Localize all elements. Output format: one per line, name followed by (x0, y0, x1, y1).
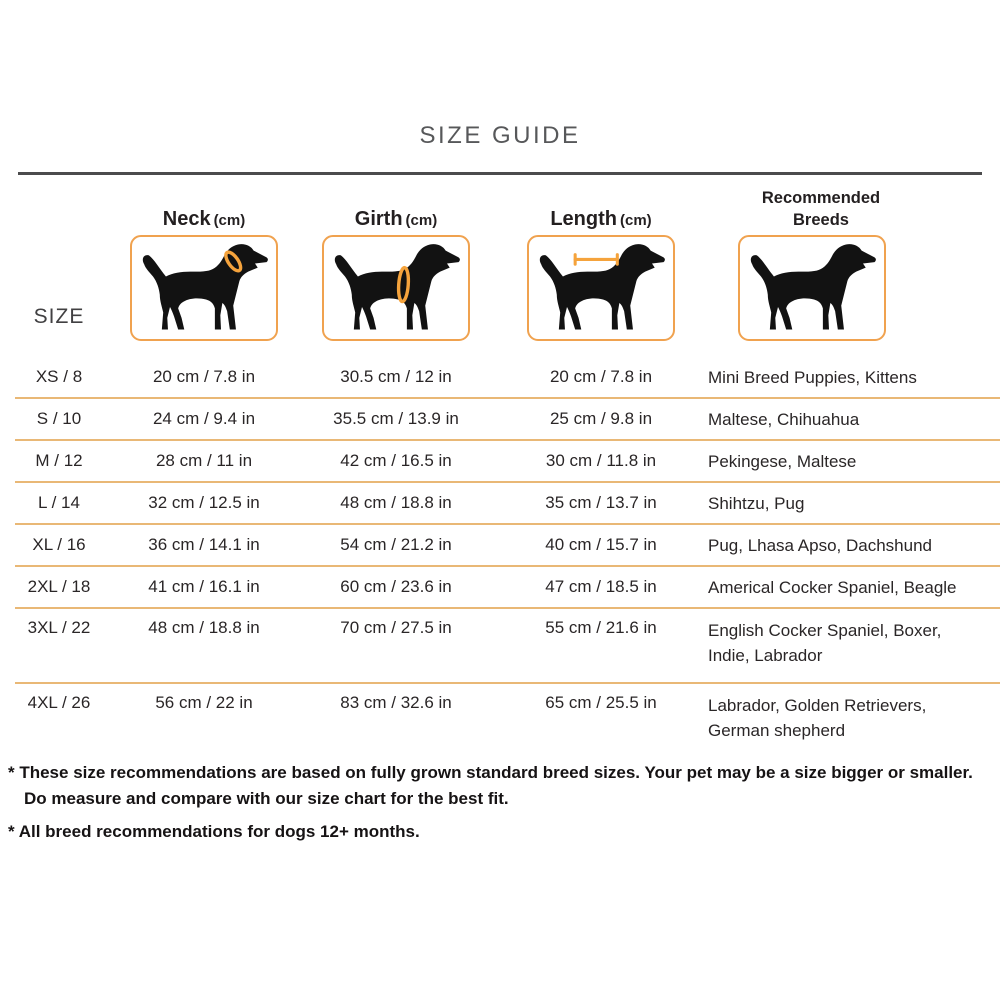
breeds-cell: Shihtzu, Pug (708, 493, 805, 513)
dog-silhouette-icon (136, 241, 272, 335)
length-measure-marker (575, 255, 617, 265)
table-row-3xl (0, 609, 1000, 682)
dog-length-arrow-diagram (527, 235, 675, 341)
girth-header-unit: (cm) (405, 212, 438, 229)
size-cell: S / 10 (36, 409, 82, 428)
girth-cell: 83 cm / 32.6 in (340, 693, 452, 712)
girth-cell: 42 cm / 16.5 in (340, 451, 452, 470)
neck-cell: 48 cm / 18.8 in (148, 618, 260, 637)
breeds-cell: Pekingese, Maltese (708, 451, 857, 471)
table-row-xl (0, 525, 1000, 565)
size-cell: XS / 8 (35, 367, 83, 386)
length-cell: 47 cm / 18.5 in (545, 577, 657, 596)
girth-cell: 35.5 cm / 13.9 in (333, 409, 459, 428)
breeds-cell: English Cocker Spaniel, Boxer, Indie, Labrador (708, 621, 942, 665)
girth-cell: 54 cm / 21.2 in (340, 535, 452, 554)
column-header-girth (290, 208, 502, 231)
size-cell: 4XL / 26 (27, 693, 91, 712)
neck-cell: 56 cm / 22 in (155, 693, 253, 712)
breeds-cell: Labrador, Golden Retrievers, German shepherd (708, 696, 927, 740)
dog-plain-diagram (738, 235, 886, 341)
girth-cell: 48 cm / 18.8 in (340, 493, 452, 512)
size-cell: XL / 16 (32, 535, 86, 554)
dog-silhouette-icon (533, 241, 669, 335)
neck-cell: 41 cm / 16.1 in (148, 577, 260, 596)
length-cell: 25 cm / 9.8 in (549, 409, 653, 428)
girth-diagram-cell (290, 235, 502, 341)
girth-cell: 30.5 cm / 12 in (340, 367, 452, 386)
length-header-label: Length (550, 208, 617, 230)
neck-header-label: Neck (162, 208, 211, 230)
breeds-cell: Maltese, Chihuahua (708, 409, 860, 429)
table-row-xs (0, 357, 1000, 397)
neck-cell: 24 cm / 9.4 in (152, 409, 256, 428)
size-cell: 2XL / 18 (27, 577, 91, 596)
diagram-row (0, 235, 1000, 341)
girth-cell: 70 cm / 27.5 in (340, 618, 452, 637)
length-cell: 20 cm / 7.8 in (549, 367, 653, 386)
breeds-cell: Americal Cocker Spaniel, Beagle (708, 577, 957, 597)
dog-silhouette-icon (744, 241, 880, 335)
girth-cell: 60 cm / 23.6 in (340, 577, 452, 596)
footnotes (0, 760, 1000, 845)
length-cell: 55 cm / 21.6 in (545, 618, 657, 637)
table-row-l (0, 483, 1000, 523)
length-cell: 35 cm / 13.7 in (545, 493, 657, 512)
neck-cell: 28 cm / 11 in (155, 451, 253, 470)
breeds-header-label: Recommended Breeds (761, 189, 881, 229)
breeds-cell: Mini Breed Puppies, Kittens (708, 367, 917, 387)
length-diagram-cell (502, 235, 700, 341)
length-cell: 65 cm / 25.5 in (545, 693, 657, 712)
size-cell: 3XL / 22 (27, 618, 91, 637)
table-row-2xl (0, 567, 1000, 607)
page-title: SIZE GUIDE (419, 122, 581, 149)
neck-header-unit: (cm) (213, 212, 246, 229)
size-cell: L / 14 (38, 493, 80, 512)
breeds-cell: Pug, Lhasa Apso, Dachshund (708, 535, 932, 555)
title-divider (18, 172, 982, 175)
dog-neck-collar-diagram (130, 235, 278, 341)
column-header-length (502, 208, 700, 231)
footnote-size-recommendation: * These size recommendations are based on fully grown standard breed sizes. Your pet may be a size bigger or smaller. Do measure and compare with our size chart for the best fit. (8, 763, 973, 808)
dog-girth-band-diagram (322, 235, 470, 341)
column-header-neck (118, 208, 290, 231)
neck-cell: 32 cm / 12.5 in (148, 493, 260, 512)
table-row-m (0, 441, 1000, 481)
length-cell: 30 cm / 11.8 in (545, 451, 657, 470)
dog-silhouette-icon (328, 241, 464, 335)
breeds-diagram-cell (700, 235, 1000, 341)
girth-header-label: Girth (354, 208, 403, 230)
column-header-breeds (700, 187, 1000, 231)
table-row-s (0, 399, 1000, 439)
neck-diagram-cell (118, 235, 290, 341)
size-axis-label: SIZE (33, 305, 85, 328)
neck-cell: 36 cm / 14.1 in (148, 535, 260, 554)
size-cell: M / 12 (35, 451, 83, 470)
neck-cell: 20 cm / 7.8 in (152, 367, 256, 386)
table-header-row (0, 185, 1000, 231)
footnote-age-recommendation: * All breed recommendations for dogs 12+ months. (8, 822, 420, 841)
table-row-4xl (0, 684, 1000, 748)
size-table-body (0, 357, 1000, 748)
length-header-unit: (cm) (619, 212, 652, 229)
length-cell: 40 cm / 15.7 in (545, 535, 657, 554)
